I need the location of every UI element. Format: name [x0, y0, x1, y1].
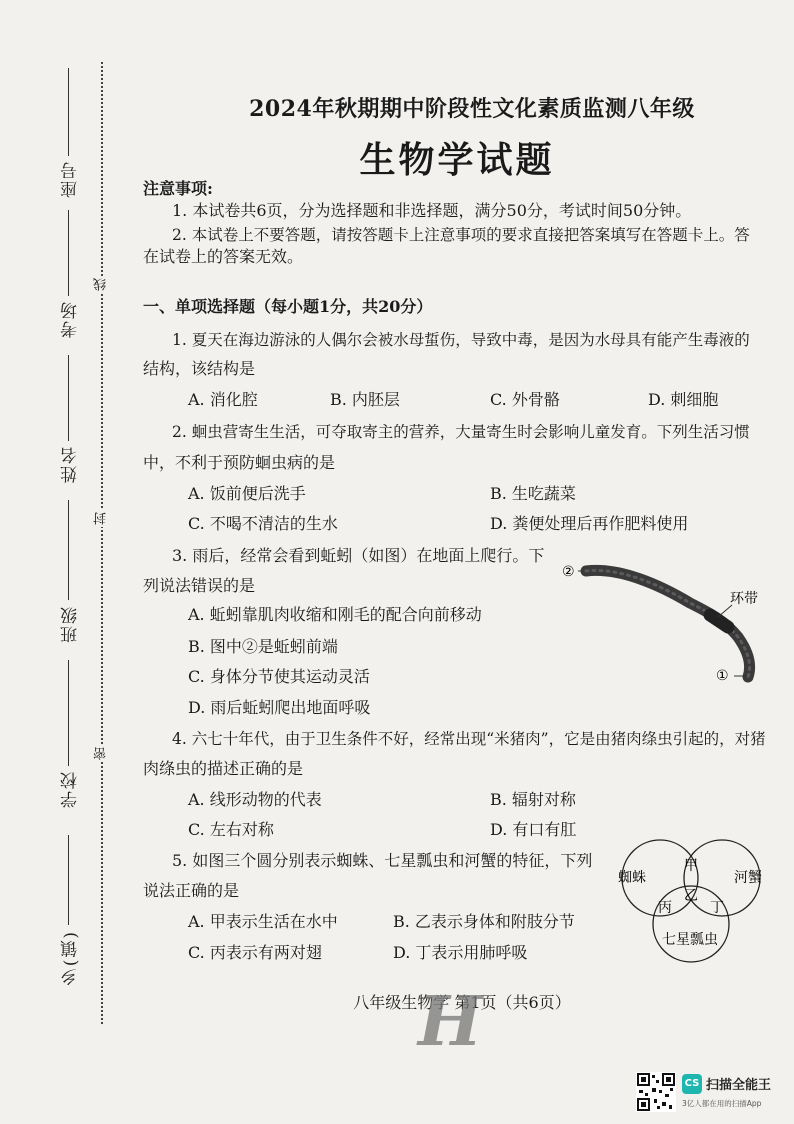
venn-label-crab: 河蟹	[734, 870, 762, 886]
page-footer: 八年级生物学 第1页（共6页）	[353, 993, 571, 1012]
name-line	[68, 355, 69, 441]
venn-region-ding: 丁	[710, 900, 724, 916]
q3-option-d: D. 雨后蚯蚓爬出地面呼吸	[188, 698, 371, 717]
seal-mi: 密	[94, 747, 109, 760]
q3-option-b: B. 图中②是蚯蚓前端	[188, 637, 338, 656]
class-label: 班级	[61, 605, 81, 643]
q3-option-c: C. 身体分节使其运动灵活	[188, 667, 370, 686]
school-label: 学校	[61, 770, 81, 808]
exam-room-line	[68, 210, 69, 296]
venn-label-ladybug: 七星瓢虫	[662, 932, 718, 948]
notes-heading: 注意事项:	[143, 179, 213, 198]
version-mark: H	[418, 982, 483, 1062]
q1-stem-line-1: 1. 夏天在海边游泳的人偶尔会被水母蜇伤，导致中毒，是因为水母具有能产生毒液的	[172, 331, 750, 349]
q4-option-a: A. 线形动物的代表	[188, 790, 322, 809]
q2-option-b: B. 生吃蔬菜	[490, 484, 576, 503]
q5-stem-line-1: 5. 如图三个圆分别表示蜘蛛、七星瓢虫和河蟹的特征，下列	[172, 851, 593, 870]
q1-stem-line-2: 结构，该结构是	[143, 359, 256, 378]
notes-item-2-line-2: 在试卷上的答案无效。	[143, 247, 304, 266]
q1-option-c: C. 外骨骼	[490, 390, 560, 409]
q5-option-a: A. 甲表示生活在水中	[188, 912, 338, 931]
q2-option-c: C. 不喝不清洁的生水	[188, 514, 338, 533]
seal-xian: 线	[94, 278, 109, 291]
camscanner-tagline: 3亿人都在用的扫描App	[682, 1099, 762, 1108]
venn-label-spider: 蜘蛛	[618, 870, 646, 886]
q5-stem-line-2: 说法正确的是	[143, 881, 240, 900]
school-line	[68, 660, 69, 766]
q2-option-a: A. 饭前便后洗手	[188, 484, 306, 503]
q3-option-a: A. 蚯蚓靠肌肉收缩和刚毛的配合向前移动	[188, 605, 482, 624]
q4-option-d: D. 有口有肛	[490, 820, 577, 839]
class-line	[68, 500, 69, 600]
section-heading: 一、单项选择题（每小题1分，共20分）	[143, 297, 433, 316]
q3-stem-line-1: 3. 雨后，经常会看到蚯蚓（如图）在地面上爬行。下	[172, 546, 545, 565]
q4-stem-line-1: 4. 六七十年代，由于卫生条件不好，经常出现“米猪肉”，它是由猪肉绦虫引起的，对猪	[172, 730, 766, 748]
earthworm-figure	[560, 555, 770, 695]
q5-option-d: D. 丁表示用肺呼吸	[393, 943, 528, 962]
exam-subtitle: 2024年秋期期中阶段性文化素质监测八年级	[249, 96, 695, 122]
q2-option-d: D. 粪便处理后再作肥料使用	[490, 514, 689, 533]
seal-feng: 封	[94, 512, 109, 525]
exam-title: 生物学试题	[359, 139, 555, 181]
q2-stem-line-2: 中，不利于预防蛔虫病的是	[143, 453, 336, 472]
name-label: 姓名	[61, 445, 81, 483]
venn-region-bing: 丙	[658, 900, 672, 916]
label-2: ②	[562, 564, 575, 580]
binding-dotted-line	[101, 62, 103, 1024]
label-1: ①	[716, 668, 729, 684]
q1-option-b: B. 内胚层	[330, 390, 400, 409]
venn-diagram	[610, 838, 780, 968]
q1-option-d: D. 刺细胞	[648, 390, 719, 409]
venn-region-yi: 乙	[684, 888, 698, 904]
q1-option-a: A. 消化腔	[188, 390, 258, 409]
q2-stem-line-1: 2. 蛔虫营寄生生活，可夺取寄主的营养，大量寄生时会影响儿童发育。下列生活习惯	[172, 423, 750, 441]
seat-label: 座号	[61, 160, 81, 198]
qr-code-icon	[636, 1072, 676, 1112]
venn-region-jia: 甲	[684, 858, 698, 874]
q5-option-b: B. 乙表示身体和附肢分节	[393, 912, 575, 931]
camscanner-logo: CS	[682, 1074, 702, 1094]
q4-option-b: B. 辐射对称	[490, 790, 576, 809]
town-line	[68, 835, 69, 925]
notes-item-1: 1. 本试卷共6页，分为选择题和非选择题，满分50分，考试时间50分钟。	[172, 201, 692, 220]
exam-room-label: 考场	[61, 300, 81, 338]
notes-item-2-line-1: 2. 本试卷上不要答题，请按答题卡上注意事项的要求直接把答案填写在答题卡上。答	[172, 226, 750, 244]
q5-option-c: C. 丙表示有两对翅	[188, 943, 322, 962]
q4-option-c: C. 左右对称	[188, 820, 274, 839]
camscanner-name: 扫描全能王	[706, 1078, 772, 1093]
earthworm-drawing	[560, 555, 770, 695]
q4-stem-line-2: 肉绦虫的描述正确的是	[143, 759, 304, 778]
venn-drawing	[610, 838, 780, 968]
town-label: 乡(镇)	[61, 930, 81, 986]
q3-stem-line-2: 列说法错误的是	[143, 576, 256, 595]
label-band: 环带	[730, 591, 758, 607]
